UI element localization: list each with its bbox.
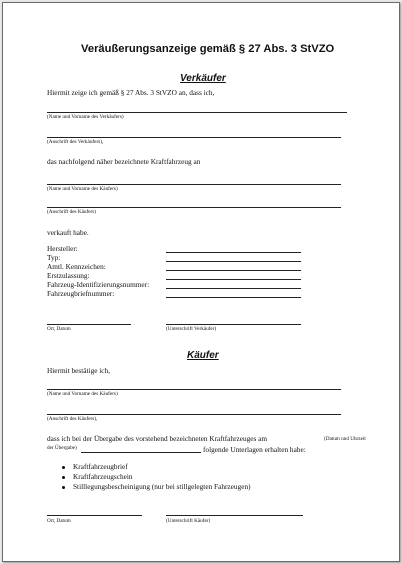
doc-item-schein: Kraftfahrzeugschein — [73, 472, 133, 481]
document-title: Veräußerungsanzeige gemäß § 27 Abs. 3 StVZO — [81, 43, 335, 55]
buyer-address-label: (Anschrift des Käufers) — [47, 209, 96, 215]
buyer-name-label: (Name und Vorname des Käufers) — [47, 186, 118, 192]
handover-date-line — [81, 452, 201, 453]
buyer-confirm-name-label: (Name und Vorname des Käufers) — [47, 391, 118, 397]
field-briefnummer-label: Fahrzeugbriefnummer: — [47, 289, 115, 298]
seller-intro: Hiermit zeige ich gemäß § 27 Abs. 3 StVZO an, dass ich, — [47, 88, 215, 97]
field-typ-label: Typ: — [47, 253, 61, 262]
field-fin-line — [166, 288, 301, 289]
doc-item-stilllegung: Stilllegungsbescheinigung (nur bei stillgelegten Fahrzeugen) — [73, 482, 251, 491]
bullet-dot — [62, 476, 65, 479]
doc-item-brief: Kraftfahrzeugbrief — [73, 462, 128, 471]
seller-place-date-line — [47, 324, 131, 325]
document-page — [2, 2, 400, 562]
seller-address-line — [47, 137, 341, 138]
bullet-dot — [62, 486, 65, 489]
seller-name-line — [47, 112, 347, 113]
buyer-confirm-address-line — [47, 414, 341, 415]
vehicle-sentence: das nachfolgend näher bezeichnete Kraftfahrzeug an — [47, 157, 201, 166]
buyer-confirm-address-label: (Anschrift des Käufers), — [47, 416, 98, 422]
handover-line1: dass ich bei der Übergabe des vorstehend bezeichneten Kraftfahrzeuges am — [47, 434, 268, 443]
buyer-address-line — [47, 207, 341, 208]
seller-place-date-label: Ort, Datum — [47, 326, 71, 332]
seller-address-label: (Anschrift des Verkäufers), — [47, 139, 104, 145]
field-erstzulassung-line — [166, 279, 301, 280]
buyer-signature-label: (Unterschrift Käufer) — [166, 518, 211, 524]
buyer-intro: Hiermit bestätige ich, — [47, 366, 111, 375]
seller-signature-line — [166, 324, 301, 325]
buyer-place-date-label: Ort, Datum — [47, 518, 71, 524]
buyer-heading: Käufer — [187, 350, 219, 361]
bullet-dot — [62, 466, 65, 469]
buyer-place-date-line — [47, 515, 142, 516]
seller-signature-label: (Unterschrift Verkäufer) — [166, 326, 217, 332]
handover-note1: (Datum und Uhrzeit — [324, 436, 366, 442]
sold-text: verkauft habe. — [47, 228, 89, 237]
field-hersteller-label: Hersteller: — [47, 244, 78, 253]
field-hersteller-line — [166, 252, 301, 253]
field-kennzeichen-label: Amtl. Kennzeichen: — [47, 262, 106, 271]
seller-heading: Verkäufer — [180, 73, 226, 84]
field-erstzulassung-label: Erstzulassung: — [47, 271, 90, 280]
handover-note2: der Übergabe) — [47, 445, 77, 451]
handover-line2: folgende Unterlagen erhalten habe: — [203, 445, 306, 454]
buyer-signature-line — [166, 515, 303, 516]
buyer-name-line — [47, 184, 341, 185]
field-typ-line — [166, 261, 301, 262]
field-fin-label: Fahrzeug-Identifizierungsnummer: — [47, 280, 150, 289]
field-kennzeichen-line — [166, 270, 301, 271]
seller-name-label: (Name und Vorname des Verkäufers) — [47, 114, 124, 120]
buyer-confirm-name-line — [47, 389, 341, 390]
field-briefnummer-line — [166, 297, 301, 298]
